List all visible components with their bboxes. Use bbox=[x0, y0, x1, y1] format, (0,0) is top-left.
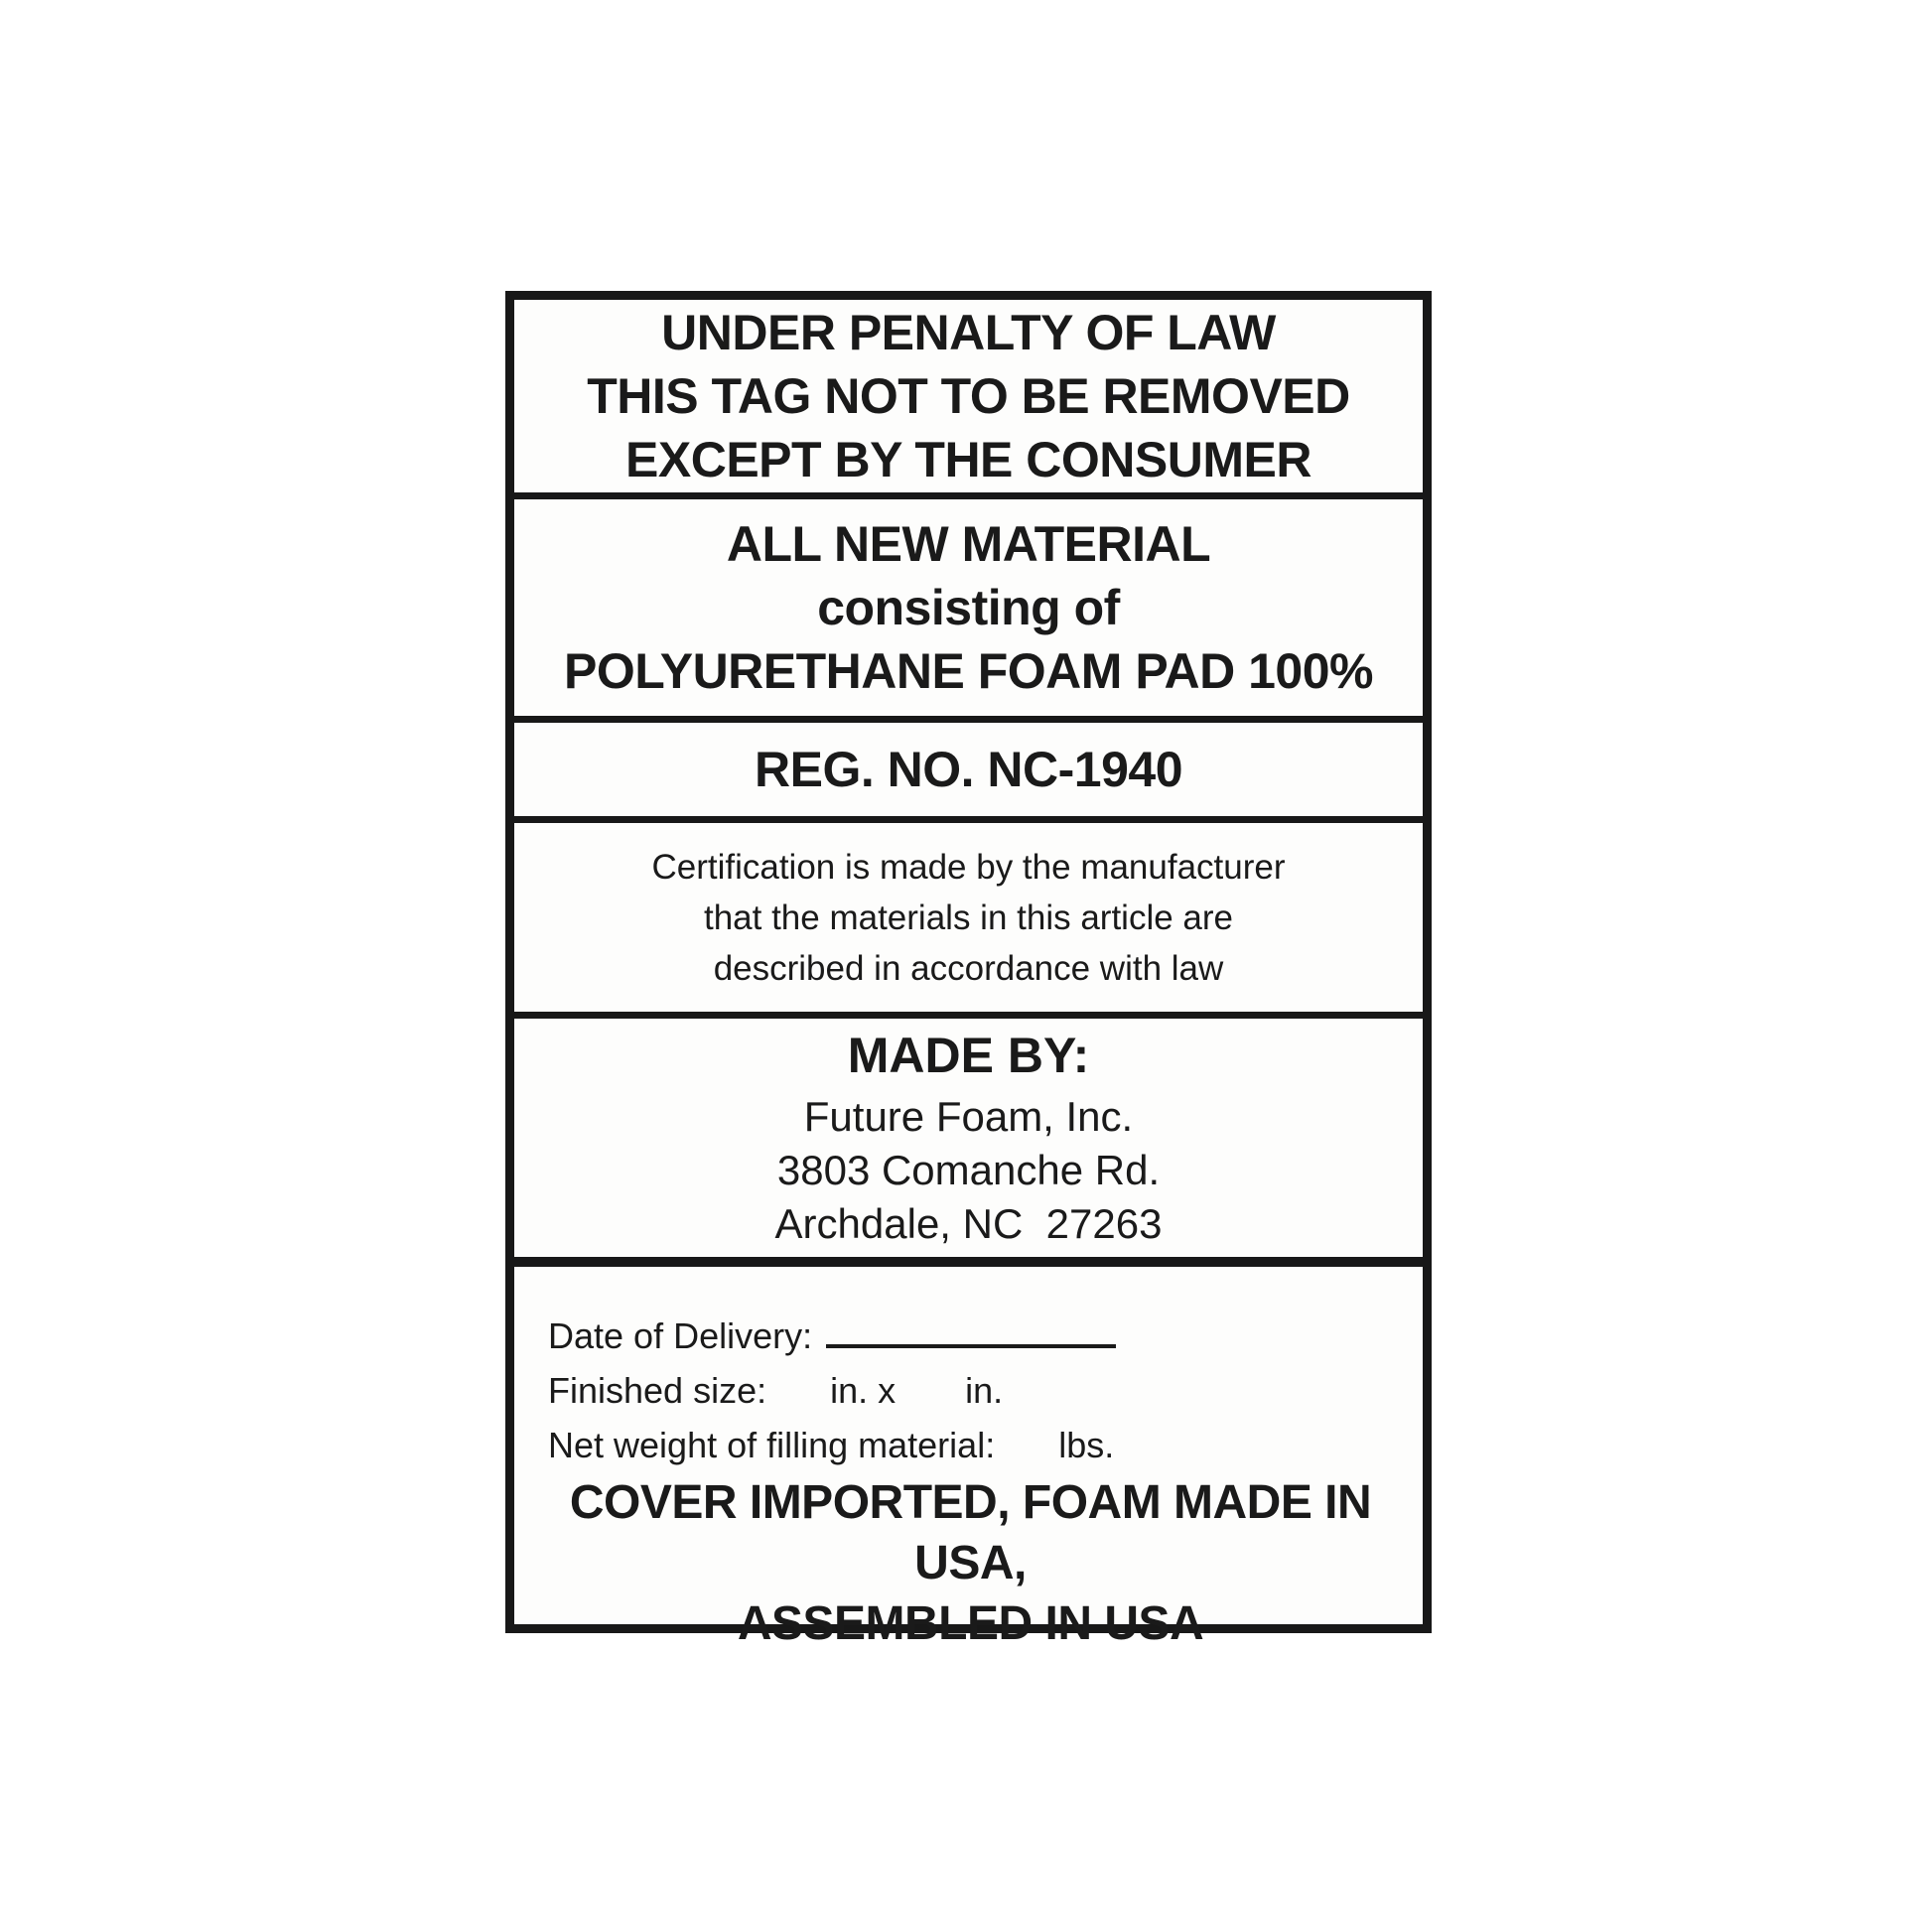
certification-line-2: that the materials in this article are bbox=[703, 897, 1233, 937]
date-of-delivery-row bbox=[548, 1309, 1393, 1363]
finished-size-label: Finished size: bbox=[548, 1370, 767, 1411]
law-label-tag bbox=[505, 291, 1432, 1650]
section-material-contents bbox=[514, 499, 1423, 723]
penalty-line-3: EXCEPT BY THE CONSUMER bbox=[625, 432, 1311, 487]
origin-statement-block bbox=[548, 1472, 1393, 1660]
net-weight-unit: lbs. bbox=[1058, 1425, 1115, 1465]
finished-size-row bbox=[548, 1363, 1393, 1418]
section-delivery-details bbox=[514, 1267, 1423, 1678]
fill-in-block bbox=[548, 1309, 1393, 1472]
manufacturer-street: 3803 Comanche Rd. bbox=[776, 1147, 1161, 1193]
certification-line-1: Certification is made by the manufacturer bbox=[651, 847, 1286, 887]
material-line-2: consisting of bbox=[817, 580, 1120, 635]
material-line-3: POLYURETHANE FOAM PAD 100% bbox=[564, 643, 1373, 699]
net-weight-label: Net weight of filling material: bbox=[548, 1425, 996, 1465]
date-of-delivery-blank bbox=[826, 1314, 1116, 1348]
origin-statement-line-2: ASSEMBLED IN USA bbox=[737, 1597, 1204, 1650]
material-line-1: ALL NEW MATERIAL bbox=[726, 516, 1211, 572]
section-certification bbox=[514, 823, 1423, 1019]
certification-line-3: described in accordance with law bbox=[713, 948, 1224, 988]
finished-size-unit-1: in. x bbox=[830, 1370, 897, 1411]
penalty-line-1: UNDER PENALTY OF LAW bbox=[661, 305, 1276, 360]
date-of-delivery-label: Date of Delivery: bbox=[548, 1315, 813, 1356]
net-weight-row bbox=[548, 1418, 1393, 1472]
section-registration-number bbox=[514, 723, 1423, 823]
section-penalty-notice bbox=[514, 300, 1423, 499]
manufacturer-city-state-zip: Archdale, NC 27263 bbox=[774, 1200, 1163, 1247]
manufacturer-name: Future Foam, Inc. bbox=[803, 1093, 1134, 1140]
registration-number: REG. NO. NC-1940 bbox=[754, 742, 1182, 797]
made-by-heading: MADE BY: bbox=[847, 1028, 1090, 1083]
origin-statement-line-1: COVER IMPORTED, FOAM MADE IN USA, bbox=[569, 1476, 1385, 1589]
penalty-line-2: THIS TAG NOT TO BE REMOVED bbox=[587, 368, 1350, 424]
finished-size-unit-2: in. bbox=[965, 1370, 1004, 1411]
section-made-by bbox=[514, 1019, 1423, 1267]
